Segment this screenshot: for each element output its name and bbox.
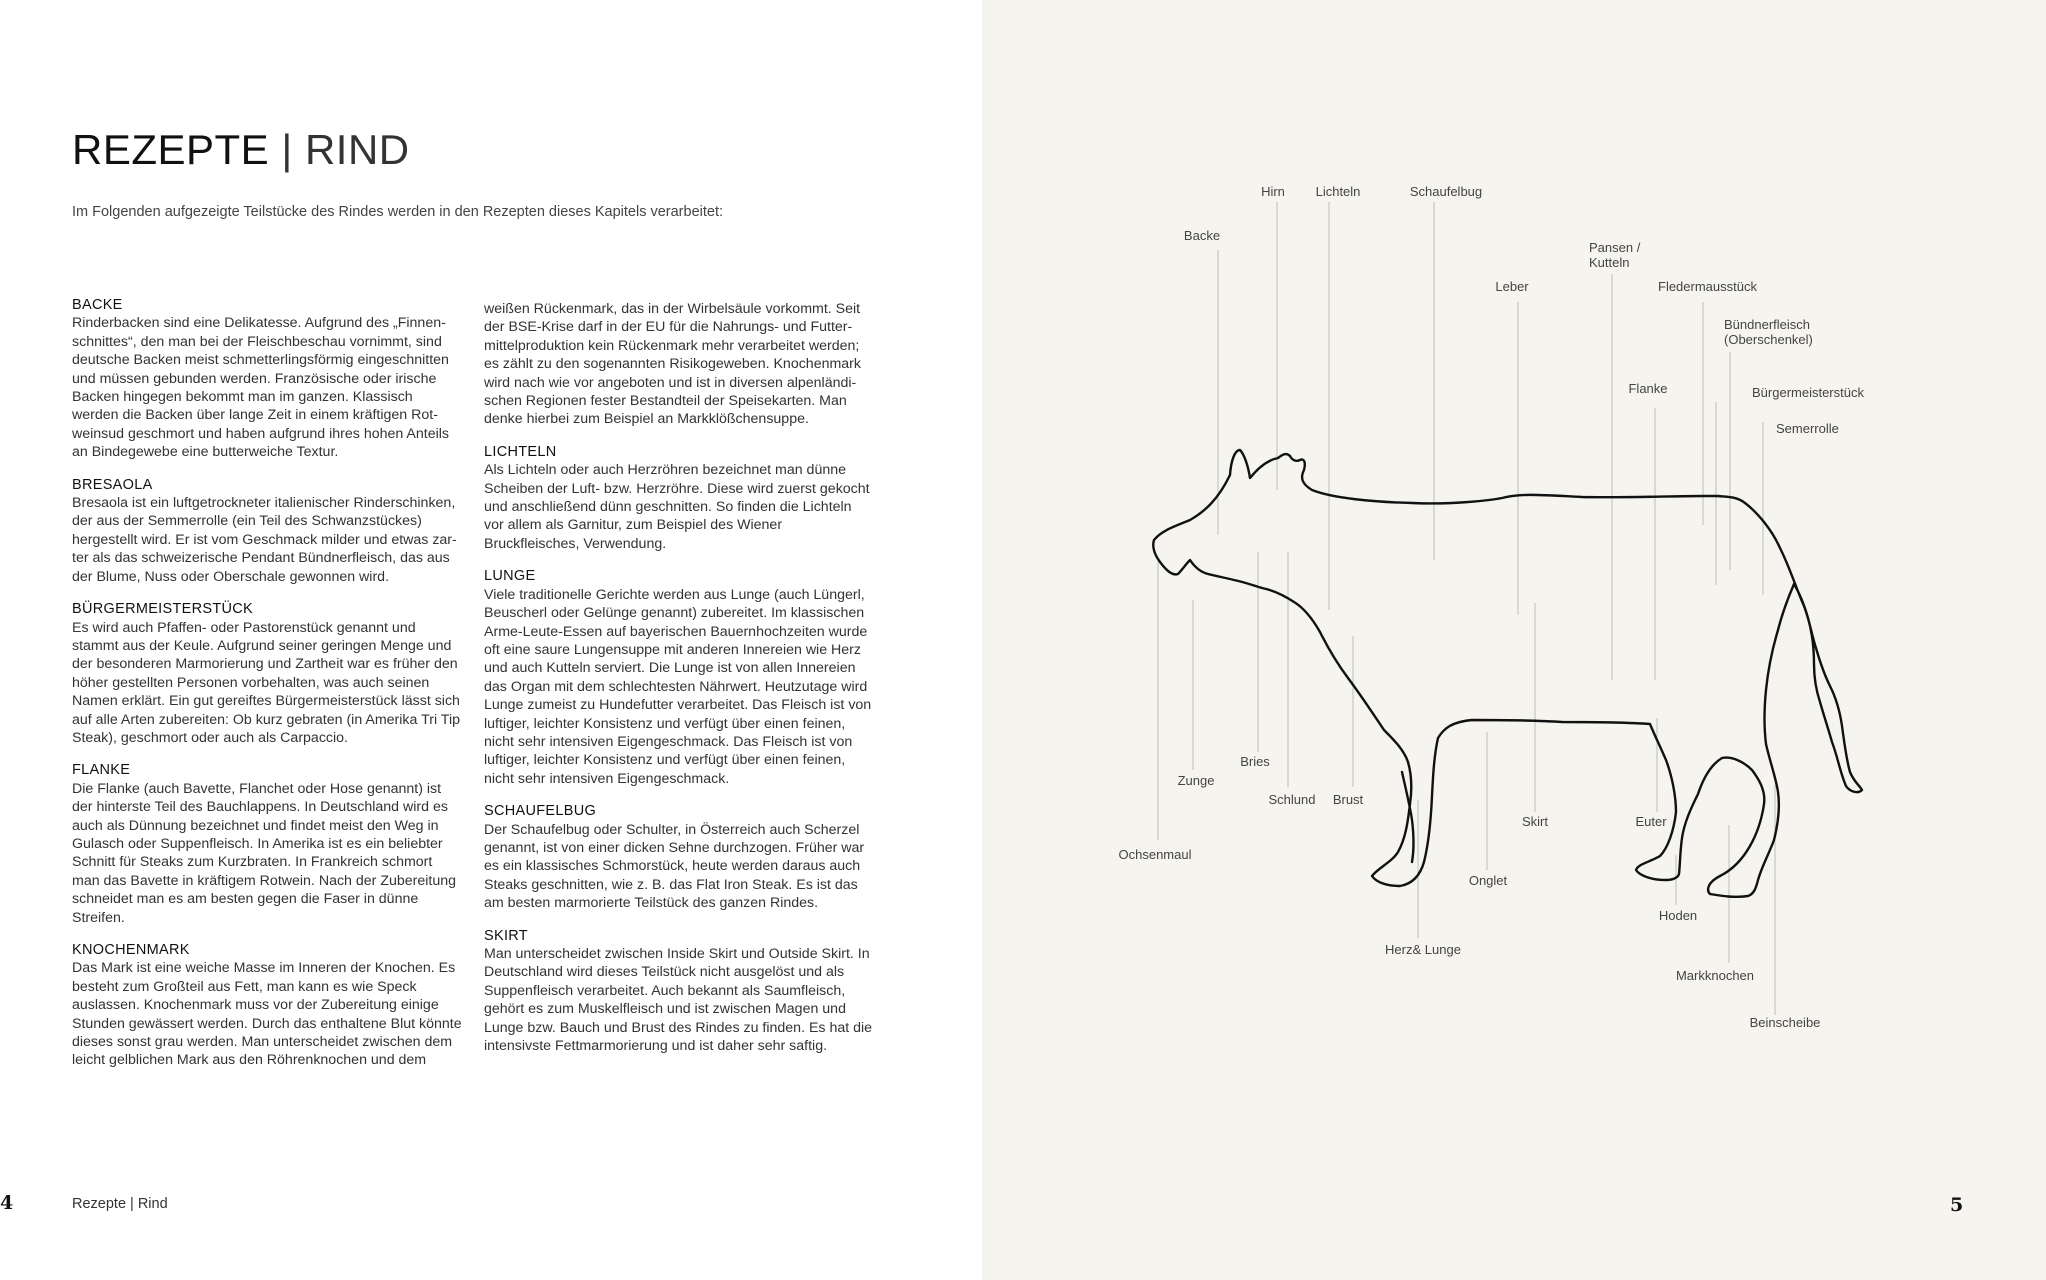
section-schaufelbug <box>484 802 874 912</box>
section-heading: SCHAUFELBUG <box>484 803 597 820</box>
label-schlund: Schlund <box>1268 792 1316 807</box>
section-text: Das Mark ist eine weiche Masse im Inneren der Knochen. Es besteht zum Großteil aus Fett, man kann es wie Speck auslassen. Knochenmark muss vor der Zubereitung einige Stunden gewässert werden. Durch das enthaltene Blut könnte dieses sonst grau werden. Man unterscheidet zwischen dem leicht gelblichen Mark aus den Röhrenknochen und dem <box>72 960 462 1069</box>
section-knochenmark <box>72 941 462 1070</box>
intro-text: Im Folgenden aufgezeigte Teilstücke des Rindes werden in den Rezepten dieses Kapitels verarbeitet: <box>72 204 724 220</box>
section-heading: SKIRT <box>484 927 528 944</box>
section-text: Die Flanke (auch Bavette, Flanchet oder Hose genannt) ist der hinterste Teil des Bauchlappens. In Deutschland wird es auch als Dünnung bezeichnet und findet meist den Weg in Gulasch oder Suppenfleisch. In Amerika ist es ein beliebter Schnitt für Steaks zum Kurzbraten. In Frankreich schmort man das Bavette in kräftigem Rotwein. Nach der Zubereitung schneidet man es am besten gegen die Faser in dünne Streifen. <box>72 780 457 926</box>
label-zunge: Zunge <box>1177 773 1215 788</box>
label-beinscheibe: Beinscheibe <box>1749 1015 1821 1030</box>
running-footer: Rezepte | Rind <box>72 1196 168 1212</box>
section-text: Man unterscheidet zwischen Inside Skirt und Outside Skirt. In Deutschland wird dieses Teilstück nicht ausgelöst und als Suppenfleisch verarbeitet. Auch bekannt als Saumfleisch, gehört es zum Muskelfleisch und ist zwischen Magen und Lunge bzw. Bauch und Brust des Rindes zu finden. Es hat die intensivste Fettmarmorierung und ist daher sehr saftig. <box>484 946 873 1055</box>
label-onglet: Onglet <box>1468 873 1508 888</box>
label-buergermeister: Bürgermeisterstück <box>1752 385 1864 400</box>
section-text: weißen Rückenmark, das in der Wirbelsäule vorkommt. Seit der BSE-Krise darf in der EU für die Nahrungs- und Futtermittelproduktion kein Rückenmark mehr verarbeitet werden; es zählt zu den sogenannten Risikogeweben. Knochenmark wird nach wie vor angeboten und ist in diversen alpenländischen Regionen fester Bestandteil der Speisekarten. Man denke hierbei zum Beispiel an Markklößchensuppe. <box>484 301 862 428</box>
label-hoden: Hoden <box>1658 908 1698 923</box>
page-number-right: 5 <box>1950 1194 1964 1216</box>
label-markknochen: Markknochen <box>1675 968 1755 983</box>
leader-lines <box>1158 202 1775 1015</box>
label-buendner-line2: (Oberschenkel) <box>1724 332 1813 347</box>
text-column-2 <box>484 300 874 1069</box>
section-heading: KNOCHENMARK <box>72 942 190 958</box>
section-text: Bresaola ist ein luftgetrockneter italienischer Rinderschinken, der aus der Semmerrolle (ein Teil des Schwanzstückes) hergestellt wird. Er ist vom Geschmack milder und etwas zarter als das schweizerische Pendant Bündnerfleisch, das aus der Blume, Nuss oder Oberschale gewonnen wird. <box>72 495 457 585</box>
beef-cuts-diagram <box>982 0 2046 1280</box>
section-text: Es wird auch Pfaffen- oder Pastorenstück genannt und stammt aus der Keule. Aufgrund seiner geringen Menge und der besonderen Marmorierung und Zartheit war es früher den höher gestellten Personen vorbehalten, was auch seinen Namen erklärt. Ein gut gereiftes Bürgermeisterstück lässt sich auf alle Arten zubereiten: Ob kurz gebraten (in Amerika Tri Tip Steak), geschmort oder auch als Carpaccio. <box>72 619 460 746</box>
label-hirn: Hirn <box>1261 184 1285 199</box>
page-title: REZEPTE | RIND <box>72 126 410 173</box>
section-lichteln <box>484 443 874 553</box>
section-heading: FLANKE <box>72 762 131 779</box>
section-heading: LICHTELN <box>484 443 557 460</box>
section-skirt <box>484 927 874 1056</box>
label-bries: Bries <box>1240 754 1270 769</box>
section-flanke <box>72 761 462 927</box>
page-number-left: 4 <box>0 1192 14 1214</box>
section-buergermeisterstueck <box>72 600 462 747</box>
section-heading: BRESAOLA <box>72 476 153 493</box>
label-semerrolle: Semerrolle <box>1776 421 1839 436</box>
label-euter: Euter <box>1635 814 1667 829</box>
label-fledermaus: Fledermausstück <box>1658 279 1757 294</box>
label-ochsenmaul: Ochsenmaul <box>1118 847 1192 862</box>
section-text: Viele traditionelle Gerichte werden aus Lunge (auch Lüngerl, Beuscherl oder Gelünge genannt) zubereitet. Im klassischen Arme-Leute-Essen auf bayerischen Bauernhochzeiten wurde oft eine saure Lungensuppe mit anderen Innereien wie Herz und auch Kutteln serviert. Die Lunge ist von allen Innereien das Organ mit dem schlechtesten Nährwert. Heutzutage wird Lunge zumeist zu Hundefutter verarbeitet. Das Fleisch ist von luftiger, leichter Konsistenz und verfügt über einen feinen, nicht sehr intensiven Eigengeschmack. Das Fleisch ist von luftiger, leichter Konsistenz und verfügt über einen feinen, nicht sehr intensiven Eigengeschmack. <box>484 586 872 787</box>
label-brust: Brust <box>1332 792 1364 807</box>
text-column-1 <box>72 296 462 1084</box>
section-backe <box>72 296 462 462</box>
section-heading: BÜRGERMEISTERSTÜCK <box>72 601 254 618</box>
label-skirt: Skirt <box>1522 814 1548 829</box>
cow-outline <box>1153 450 1862 897</box>
label-flanke: Flanke <box>1628 381 1668 396</box>
label-buendner-line1: Bündnerfleisch <box>1724 317 1810 332</box>
section-lunge <box>484 567 874 788</box>
section-text: Rinderbacken sind eine Delikatesse. Aufgrund des „Finnenschnittes“, den man bei der Fleischbeschau vornimmt, sind deutsche Backen meist schmetterlingsförmig eingeschnitten und müssen gebunden werden. Französische oder irische Backen hingegen bekommt man im ganzen. Klassisch werden die Backen über lange Zeit in einem kräftigen Rotweinsud geschmort und haben aufgrund ihres hohen Anteils an Bindegewebe eine butterweiche Textur. <box>72 315 450 461</box>
section-knochenmark-cont <box>484 300 874 429</box>
label-herz-lunge: Herz& Lunge <box>1385 942 1461 957</box>
label-pansen-line2: Kutteln <box>1589 255 1630 270</box>
label-leber: Leber <box>1495 279 1529 294</box>
section-text: Der Schaufelbug oder Schulter, in Österreich auch Scherzel genannt, ist von einer dicken Sehne durchzogen. Früher war es ein klassisches Schmorstück, heute werden daraus auch Steaks geschnitten, wie z. B. das Flat Iron Steak. Es ist das am besten marmorierte Teilstück des ganzen Rindes. <box>484 821 865 912</box>
section-bresaola <box>72 476 462 586</box>
label-backe: Backe <box>1183 228 1221 243</box>
label-schaufelbug: Schaufelbug <box>1409 184 1483 199</box>
section-text: Als Lichteln oder auch Herzröhren bezeichnet man dünne Scheiben der Luft- bzw. Herzröhre. Diese wird zuerst gekocht und anschließend dünn geschnitten. So finden die Lichteln vor allem als Garnitur, zum Beispiel des Wiener Bruckfleisches, Verwendung. <box>484 462 870 552</box>
left-page <box>0 0 982 1280</box>
label-pansen-line1: Pansen / <box>1589 240 1641 255</box>
label-lichteln: Lichteln <box>1315 184 1361 199</box>
section-heading: LUNGE <box>484 568 536 585</box>
section-heading: BACKE <box>72 297 123 313</box>
